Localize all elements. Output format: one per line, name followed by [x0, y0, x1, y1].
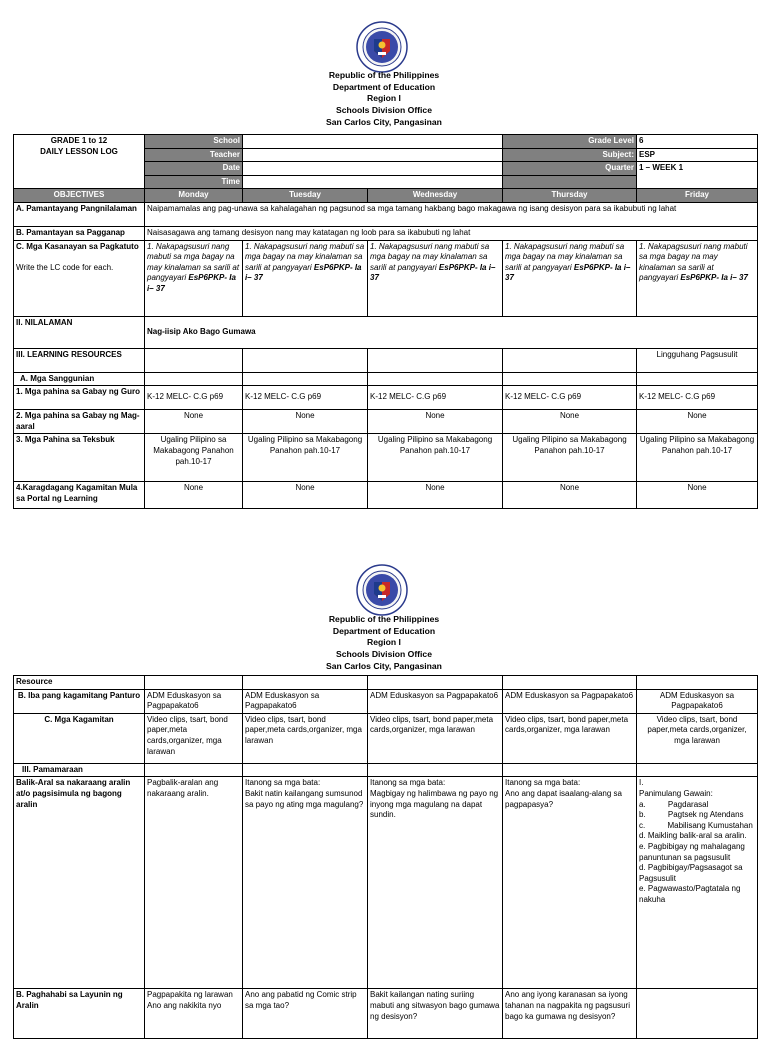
balik-aral-friday [637, 777, 758, 989]
lc-code: EsP6PKP- Ia i– 37 [245, 262, 362, 283]
teksbuk-monday: Ugaling Pilipino sa Makabagong Panahon pah.10-17 [145, 434, 243, 482]
header-division: Schools Division Office [336, 105, 432, 116]
gabay-magaaral-friday: None [637, 410, 758, 434]
teksbuk-wednesday: Ugaling Pilipino sa Makabagong Panahon pah.10-17 [368, 434, 503, 482]
paghahabi-tuesday: Ano ang pabatid ng Comic strip sa mga tao? [243, 989, 368, 1039]
table-row [14, 372, 758, 386]
header-division: Schools Division Office [336, 649, 432, 660]
balik-aral-prompt: Itanong sa mga bata: [245, 778, 321, 788]
lc-code: EsP6PKP- Ia i– 37 [505, 262, 631, 283]
log-title: DAILY LESSON LOG [40, 146, 118, 156]
lc-code-note: Write the LC code for each. [16, 263, 114, 273]
row-label-iba-pang-kagamitan: B. Iba pang kagamitang Panturo [14, 689, 145, 713]
grade-range: GRADE 1 to 12 [50, 136, 108, 145]
list-item: a. Pagdarasal [639, 799, 709, 809]
table-row [14, 226, 758, 240]
kagamitan-tuesday: Video clips, tsart, bond paper,meta cards,organizer, mga larawan [243, 713, 368, 763]
cell-empty [243, 348, 368, 372]
grade-level-value[interactable]: 6 [637, 135, 758, 149]
portal-thursday: None [503, 482, 637, 509]
portal-monday: None [145, 482, 243, 509]
list-item: c. Mabilisang Kumustahan [639, 820, 753, 830]
portal-friday: None [637, 482, 758, 509]
cell-empty [637, 989, 758, 1039]
balik-aral-question: Ano ang dapat isaalang-alang sa pagpapasya? [505, 788, 622, 809]
iba-pang-wednesday: ADM Eduskasyon sa Pagpapakato6 [368, 689, 503, 713]
table-row [14, 434, 758, 482]
paghahabi-thursday: Ano ang iyong karanasan sa iyong tahanan na nagpakita ng pagsusuri bago ka gumawa ng desisyon? [503, 989, 637, 1039]
pamantayang-pangnilalaman-value: Naipamamalas ang pag-unawa sa kahalagahan ng pagsunod sa mga tamang hakbang bago makagawa ng isang desisyon para sa ikabubuti ng lahat [145, 202, 758, 226]
table-row [14, 410, 758, 434]
daily-lesson-log-table-continued [13, 675, 758, 1039]
gabay-guro-thursday: K-12 MELC- C.G p69 [503, 386, 637, 410]
header-department: Department of Education [332, 81, 436, 92]
log-title-cell [14, 135, 145, 189]
gabay-magaaral-tuesday: None [243, 410, 368, 434]
kasanayan-text: 1. Nakapagsusuri nang mabuti sa mga bagay na may kinalaman sa sarili at pangyayari [147, 241, 240, 283]
cell-empty [637, 372, 758, 386]
table-row [14, 689, 758, 713]
cell-empty [368, 372, 503, 386]
deped-seal-icon [356, 564, 408, 616]
kasanayan-thursday [503, 240, 637, 316]
table-row [14, 763, 758, 777]
kagamitan-friday: Video clips, tsart, bond paper,meta cards,organizer, mga larawan [637, 713, 758, 763]
table-row [14, 386, 758, 410]
kasanayan-text: 1. Nakapagsusuri nang mabuti sa mga bagay na may kinalaman sa sarili at pangyayari [505, 241, 625, 272]
row-label-pamantayan-sa-pagganap: B. Pamantayan sa Pagganap [14, 226, 145, 240]
list-item: Panimulang Gawain: [639, 788, 713, 798]
daily-lesson-log-table [13, 134, 758, 509]
cell-empty [243, 372, 368, 386]
grade-level-label: Grade Level [503, 135, 637, 149]
table-row [14, 240, 758, 316]
school-label: School [145, 135, 243, 149]
row-label-teksbuk: 3. Mga Pahina sa Teksbuk [14, 434, 145, 482]
quarter-value[interactable]: 1 – WEEK 1 [637, 162, 758, 189]
row-label-nilalaman: II. NILALAMAN [14, 316, 145, 348]
header-city: San Carlos City, Pangasinan [326, 116, 442, 127]
gabay-guro-wednesday: K-12 MELC- C.G p69 [368, 386, 503, 410]
balik-aral-monday: Pagbalik-aralan ang nakaraang aralin. [145, 777, 243, 989]
portal-tuesday: None [243, 482, 368, 509]
kasanayan-text: 1. Nakapagsusuri nang mabuti sa mga bagay na may kinalaman sa sarili at pangyayari [370, 241, 490, 272]
cell-empty [243, 763, 368, 777]
header-region: Region I [367, 93, 401, 104]
portal-wednesday: None [368, 482, 503, 509]
list-item: d. Pagbibigay/Pagsasagot sa Pagsusulit [639, 863, 743, 883]
lc-code: EsP6PKP- Ia i– 37 [370, 262, 496, 283]
kasanayan-friday [637, 240, 758, 316]
kasanayan-text: 1. Nakapagsusuri nang mabuti sa mga bagay na may kinalaman sa sarili at pangyayari [245, 241, 365, 272]
table-row [14, 202, 758, 226]
kagamitan-thursday: Video clips, tsart, bond paper,meta cards,organizer, mga larawan [503, 713, 637, 763]
kagamitan-monday: Video clips, tsart, bond paper,meta cards,organizer, mga larawan [145, 713, 243, 763]
table-row [14, 482, 758, 509]
pamantayan-sa-pagganap-value: Naisasagawa ang tamang desisyon nang may katatagan ng loob para sa ikabubuti ng lahat [145, 226, 758, 240]
lc-code: EsP6PKP- Ia i– 37 [680, 273, 748, 283]
table-row [14, 316, 758, 348]
teksbuk-tuesday: Ugaling Pilipino sa Makabagong Panahon pah.10-17 [243, 434, 368, 482]
time-value[interactable] [243, 175, 503, 189]
kasanayan-tuesday [243, 240, 368, 316]
deped-seal-icon [356, 21, 408, 73]
header-region: Region I [367, 637, 401, 648]
balik-aral-thursday [503, 777, 637, 989]
header-republic: Republic of the Philippines [328, 70, 440, 80]
teksbuk-thursday: Ugaling Pilipino sa Makabagong Panahon pah.10-17 [503, 434, 637, 482]
paghahabi-wednesday: Bakit kailangan nating suriing mabuti ang sitwasyon bago gumawa ng desisyon? [368, 989, 503, 1039]
list-item: d. Maikling balik-aral sa aralin. [639, 831, 747, 841]
subject-label: Subject: [503, 148, 637, 162]
balik-aral-wednesday [368, 777, 503, 989]
gabay-magaaral-monday: None [145, 410, 243, 434]
list-item: e. Pagbibigay ng mahalagang panuntunan sa pagsusulit [639, 841, 745, 862]
col-objectives: OBJECTIVES [14, 189, 145, 203]
list-item: e. Pagwawasto/Pagtatala ng nakuha [639, 884, 741, 904]
cell-empty [368, 676, 503, 690]
col-tuesday: Tuesday [243, 189, 368, 203]
cell-empty [145, 676, 243, 690]
kasanayan-wednesday [368, 240, 503, 316]
row-label-balik-aral: Balik-Aral sa nakaraang aralin at/o pagsisimula ng bagong aralin [14, 777, 145, 989]
nilalaman-value: Nag-iisip Ako Bago Gumawa [145, 316, 758, 348]
list-item: b. Pagtsek ng Atendans [639, 810, 744, 820]
balik-aral-prompt: Itanong sa mga bata: [370, 778, 446, 788]
cell-empty [637, 676, 758, 690]
row-label-kasanayan: C. Mga Kasanayan sa Pagkatuto [16, 241, 139, 251]
kagamitan-wednesday: Video clips, tsart, bond paper,meta cards,organizer, mga larawan [368, 713, 503, 763]
iba-pang-thursday: ADM Eduskasyon sa Pagpapakato6 [503, 689, 637, 713]
table-row [14, 989, 758, 1039]
table-row [14, 777, 758, 989]
cell-empty [368, 763, 503, 777]
table-row [14, 713, 758, 763]
header-republic: Republic of the Philippines [328, 614, 440, 624]
table-row [14, 348, 758, 372]
time-label: Time [145, 175, 243, 189]
subject-value[interactable]: ESP [637, 148, 758, 162]
kasanayan-monday [145, 240, 243, 316]
cell-empty [503, 372, 637, 386]
cell-empty [145, 348, 243, 372]
cell-empty [145, 372, 243, 386]
office-header [0, 70, 768, 129]
cell-empty [368, 348, 503, 372]
date-value[interactable] [243, 162, 503, 176]
balik-aral-question: Magbigay ng halimbawa ng payo ng inyong mga magulang na dapat sundin. [370, 788, 499, 820]
cell-empty [637, 763, 758, 777]
iba-pang-tuesday: ADM Eduskasyon sa Pagpapakato6 [243, 689, 368, 713]
quarter-label: Quarter [503, 162, 637, 176]
table-row [14, 676, 758, 690]
list-item: I. [639, 778, 644, 788]
row-label-portal: 4.Karagdagang Kagamitan Mula sa Portal ng Learning [14, 482, 145, 509]
paghahabi-monday: Pagpapakita ng larawan Ano ang nakikita nyo [145, 989, 243, 1039]
row-label-sanggunian: A. Mga Sanggunian [14, 372, 145, 386]
header-department: Department of Education [332, 625, 436, 636]
row-label-resource: Resource [14, 676, 145, 690]
teacher-label: Teacher [145, 148, 243, 162]
col-monday: Monday [145, 189, 243, 203]
gabay-guro-tuesday: K-12 MELC- C.G p69 [243, 386, 368, 410]
quarter-spacer [503, 175, 637, 189]
cell-empty [503, 676, 637, 690]
lingguhang-pagsusulit: Lingguhang Pagsusulit [637, 348, 758, 372]
cell-empty [243, 676, 368, 690]
iba-pang-friday: ADM Eduskasyon sa Pagpapakato6 [637, 689, 758, 713]
cell-empty [145, 763, 243, 777]
gabay-magaaral-wednesday: None [368, 410, 503, 434]
gabay-guro-friday: K-12 MELC- C.G p69 [637, 386, 758, 410]
school-value[interactable] [243, 135, 503, 149]
row-label-gabay-guro: 1. Mga pahina sa Gabay ng Guro [14, 386, 145, 410]
row-label-kagamitan: C. Mga Kagamitan [14, 713, 145, 763]
office-header [0, 614, 768, 673]
iba-pang-monday: ADM Eduskasyon sa Pagpapakato6 [145, 689, 243, 713]
row-label-kasanayan-cell [14, 240, 145, 316]
row-label-gabay-magaaral: 2. Mga pahina sa Gabay ng Mag-aaral [14, 410, 145, 434]
cell-empty [503, 763, 637, 777]
balik-aral-tuesday [243, 777, 368, 989]
kasanayan-text: 1. Nakapagsusuri nang mabuti sa mga bagay na may kinalaman sa sarili at pangyayari [639, 241, 748, 283]
gabay-guro-monday: K-12 MELC- C.G p69 [145, 386, 243, 410]
row-label-learning-resources: III. LEARNING RESOURCES [14, 348, 145, 372]
day-header-row [14, 189, 758, 203]
balik-aral-question: Bakit natin kailangang sumsunod sa payo ng ating mga magulang? [245, 788, 364, 809]
lc-code: EsP6PKP- Ia i– 37 [147, 273, 236, 293]
col-friday: Friday [637, 189, 758, 203]
row-label-pamamaraan: III. Pamamaraan [14, 763, 145, 777]
cell-empty [503, 348, 637, 372]
row-label-paghahabi: B. Paghahabi sa Layunin ng Aralin [14, 989, 145, 1039]
teksbuk-friday: Ugaling Pilipino sa Makabagong Panahon pah.10-17 [637, 434, 758, 482]
teacher-value[interactable] [243, 148, 503, 162]
gabay-magaaral-thursday: None [503, 410, 637, 434]
col-thursday: Thursday [503, 189, 637, 203]
date-label: Date [145, 162, 243, 176]
row-label-pamantayang-pangnilalaman: A. Pamantayang Pangnilalaman [14, 202, 145, 226]
balik-aral-prompt: Itanong sa mga bata: [505, 778, 581, 788]
header-city: San Carlos City, Pangasinan [326, 660, 442, 671]
col-wednesday: Wednesday [368, 189, 503, 203]
